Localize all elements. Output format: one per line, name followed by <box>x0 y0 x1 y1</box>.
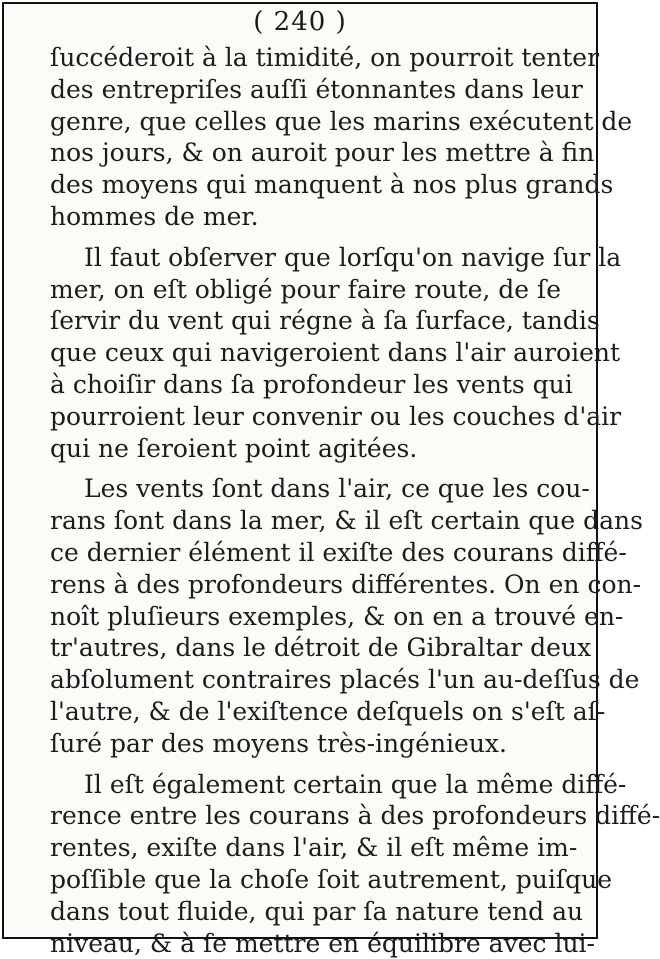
text-line: poſſible que la choſe ſoit autrement, puiſque <box>50 864 613 894</box>
text-line: hommes de mer. <box>50 201 259 231</box>
text-line: rentes, exiſte dans l'air, & il eſt même im- <box>50 833 578 863</box>
text-line: Il eſt également certain que la même diffé- <box>84 769 627 799</box>
text-line: ſuccéderoit à la timidité, on pourroit tenter <box>50 43 600 72</box>
text-line: Les vents ſont dans l'air, ce que les cou- <box>84 474 590 504</box>
text-line: des moyens qui manquent à nos plus grands <box>50 170 614 200</box>
text-line: mer, on eſt obligé pour faire route, de ſe <box>50 274 562 304</box>
text-line: noît pluſieurs exemples, & on en a trouvé en- <box>50 601 624 631</box>
text-line: Il faut obſerver que lorſqu'on navige ſur la <box>84 242 622 272</box>
text-line: à choiſir dans ſa profondeur les vents qui <box>50 369 573 399</box>
text-line: abſolument contraires placés l'un au-deſſus de <box>50 665 640 695</box>
text-line: pourroient leur convenir ou les couches d'air <box>50 401 622 431</box>
text-line: ſervir du vent qui régne à ſa ſurface, tandis <box>50 306 600 336</box>
text-line: rence entre les courans à des profondeurs diffé- <box>50 801 660 831</box>
text-line: niveau, & à ſe mettre en équilibre avec lui- <box>50 928 595 958</box>
text-line: tr'autres, dans le détroit de Gibraltar deux <box>50 633 592 663</box>
text-line: nos jours, & on auroit pour les mettre à fin <box>50 138 595 168</box>
paragraph <box>50 769 660 959</box>
paragraph <box>50 242 622 465</box>
text-line: l'autre, & de l'exiſtence deſquels on s'eſt aſ- <box>50 696 606 726</box>
text-line: qui ne ſeroient point agitées. <box>50 433 418 463</box>
text-line: des entrepriſes auſſi étonnantes dans leur <box>50 74 583 104</box>
text-line: dans tout fluide, qui par ſa nature tend au <box>50 896 584 926</box>
paragraph <box>50 42 633 233</box>
text-line: que ceux qui navigeroient dans l'air auroient <box>50 338 621 368</box>
text-line: ſuré par des moyens très-ingénieux. <box>50 728 507 758</box>
page-frame <box>2 2 660 958</box>
paragraph <box>50 473 643 759</box>
text-line: genre, que celles que les marins exécutent de <box>50 106 633 136</box>
text-line: rans ſont dans la mer, & il eſt certain que dans <box>50 506 643 536</box>
text-line: rens à des profondeurs différentes. On en con- <box>50 569 642 599</box>
page-number: ( 240 ) <box>253 7 347 37</box>
text-line: ce dernier élément il exiſte des courans diffé- <box>50 537 627 567</box>
body-text <box>50 42 660 959</box>
